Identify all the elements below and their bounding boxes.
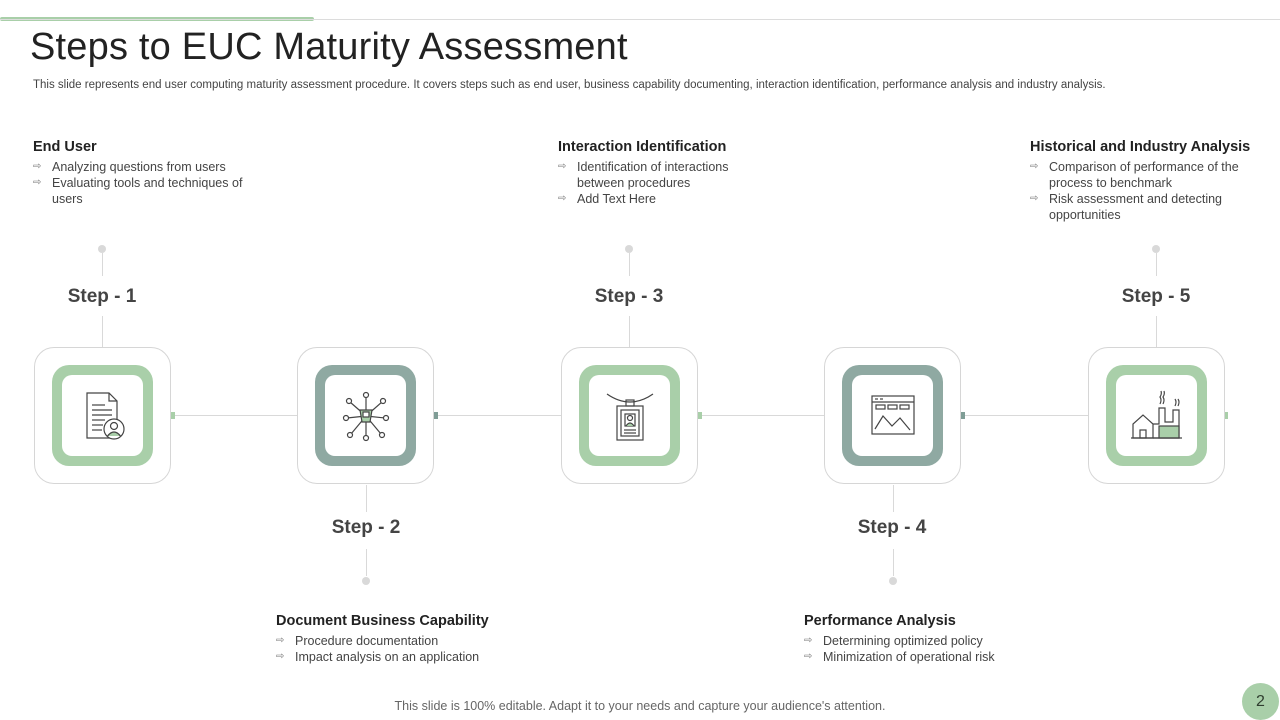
step-4-box <box>824 347 961 484</box>
step-1-icon-frame <box>52 365 153 466</box>
connector-line <box>1156 253 1157 276</box>
connector-dot <box>98 245 106 253</box>
step-5-text <box>1030 139 1251 223</box>
connector-dot <box>625 245 633 253</box>
step-1-heading: End User <box>33 139 97 155</box>
step-1-text <box>33 139 263 207</box>
bullet <box>558 191 758 207</box>
step-2-text <box>276 613 516 665</box>
bullet-text: Add Text Here <box>577 192 656 206</box>
header-divider <box>0 19 1280 20</box>
bullet <box>33 175 263 207</box>
factory-icon <box>1116 375 1197 456</box>
arrow-icon: ⇨ <box>804 635 813 646</box>
connector-dot <box>889 577 897 585</box>
bullet <box>1030 159 1245 191</box>
bullet <box>276 633 516 649</box>
step-1-label: Step - 1 <box>67 286 137 307</box>
bullet-text: Determining optimized policy <box>823 634 983 648</box>
step-4-heading: Performance Analysis <box>804 613 956 629</box>
arrow-icon: ⇨ <box>1030 161 1039 172</box>
step-4-text <box>804 613 1044 665</box>
step-2-icon-frame <box>315 365 416 466</box>
arrow-icon: ⇨ <box>804 651 813 662</box>
step-5-heading: Historical and Industry Analysis <box>1030 139 1251 155</box>
bullet <box>558 159 758 191</box>
bullet-text: Comparison of performance of the process to benchmark <box>1049 160 1239 190</box>
bullet <box>276 649 516 665</box>
network-hub-icon <box>325 375 406 456</box>
page-title: Steps to EUC Maturity Assessment <box>30 26 628 68</box>
step-2-box <box>297 347 434 484</box>
footer-note: This slide is 100% editable. Adapt it to your needs and capture your audience's attention. <box>394 699 886 713</box>
bullet-text: Risk assessment and detecting opportunities <box>1049 192 1223 222</box>
step-2-heading: Document Business Capability <box>276 613 489 629</box>
arrow-icon: ⇨ <box>276 635 285 646</box>
arrow-icon: ⇨ <box>33 161 42 172</box>
step-5-icon-frame <box>1106 365 1207 466</box>
bullet-text: Minimization of operational risk <box>823 650 995 664</box>
id-badge-icon <box>589 375 670 456</box>
bullet-text: Evaluating tools and techniques of users <box>52 176 243 206</box>
page-number-badge: 2 <box>1242 683 1279 720</box>
bullet-text: Procedure documentation <box>295 634 439 648</box>
connector-dot <box>362 577 370 585</box>
bullet-text: Impact analysis on an application <box>295 650 480 664</box>
step-1-box <box>34 347 171 484</box>
arrow-icon: ⇨ <box>1030 193 1039 204</box>
step-3-label: Step - 3 <box>594 286 664 307</box>
connector-line <box>893 549 894 576</box>
connector-line <box>629 316 630 347</box>
step-3-icon-frame <box>579 365 680 466</box>
arrow-icon: ⇨ <box>558 161 567 172</box>
bullet <box>1030 191 1245 223</box>
connector-line <box>436 415 561 416</box>
step-5-box <box>1088 347 1225 484</box>
connector-dot <box>1152 245 1160 253</box>
connector-line <box>963 415 1088 416</box>
step-2-label: Step - 2 <box>331 517 401 538</box>
bullet-text: Identification of interactions between procedures <box>577 160 729 190</box>
step-3-box <box>561 347 698 484</box>
connector-line <box>366 485 367 512</box>
step-3-heading: Interaction Identification <box>558 139 727 155</box>
step-4-label: Step - 4 <box>857 517 927 538</box>
step-5-label: Step - 5 <box>1121 286 1191 307</box>
connector-line <box>172 415 297 416</box>
arrow-icon: ⇨ <box>558 193 567 204</box>
step-4-icon-frame <box>842 365 943 466</box>
connector-line <box>1156 316 1157 347</box>
connector-line <box>102 253 103 276</box>
connector-line <box>893 485 894 512</box>
bullet <box>804 649 1044 665</box>
page-subtitle: This slide represents end user computing maturity assessment procedure. It covers steps such as end user, business capability documenting, interaction identification, performance analysis and industry analysis. <box>33 79 1106 91</box>
connector-line <box>699 415 824 416</box>
arrow-icon: ⇨ <box>276 651 285 662</box>
bullet <box>804 633 1044 649</box>
line-chart-window-icon <box>852 375 933 456</box>
step-3-text <box>558 139 758 207</box>
document-user-icon <box>62 375 143 456</box>
bullet <box>33 159 263 175</box>
connector-line <box>629 253 630 276</box>
arrow-icon: ⇨ <box>33 177 42 188</box>
connector-line <box>102 316 103 347</box>
connector-line <box>366 549 367 576</box>
bullet-text: Analyzing questions from users <box>52 160 226 174</box>
